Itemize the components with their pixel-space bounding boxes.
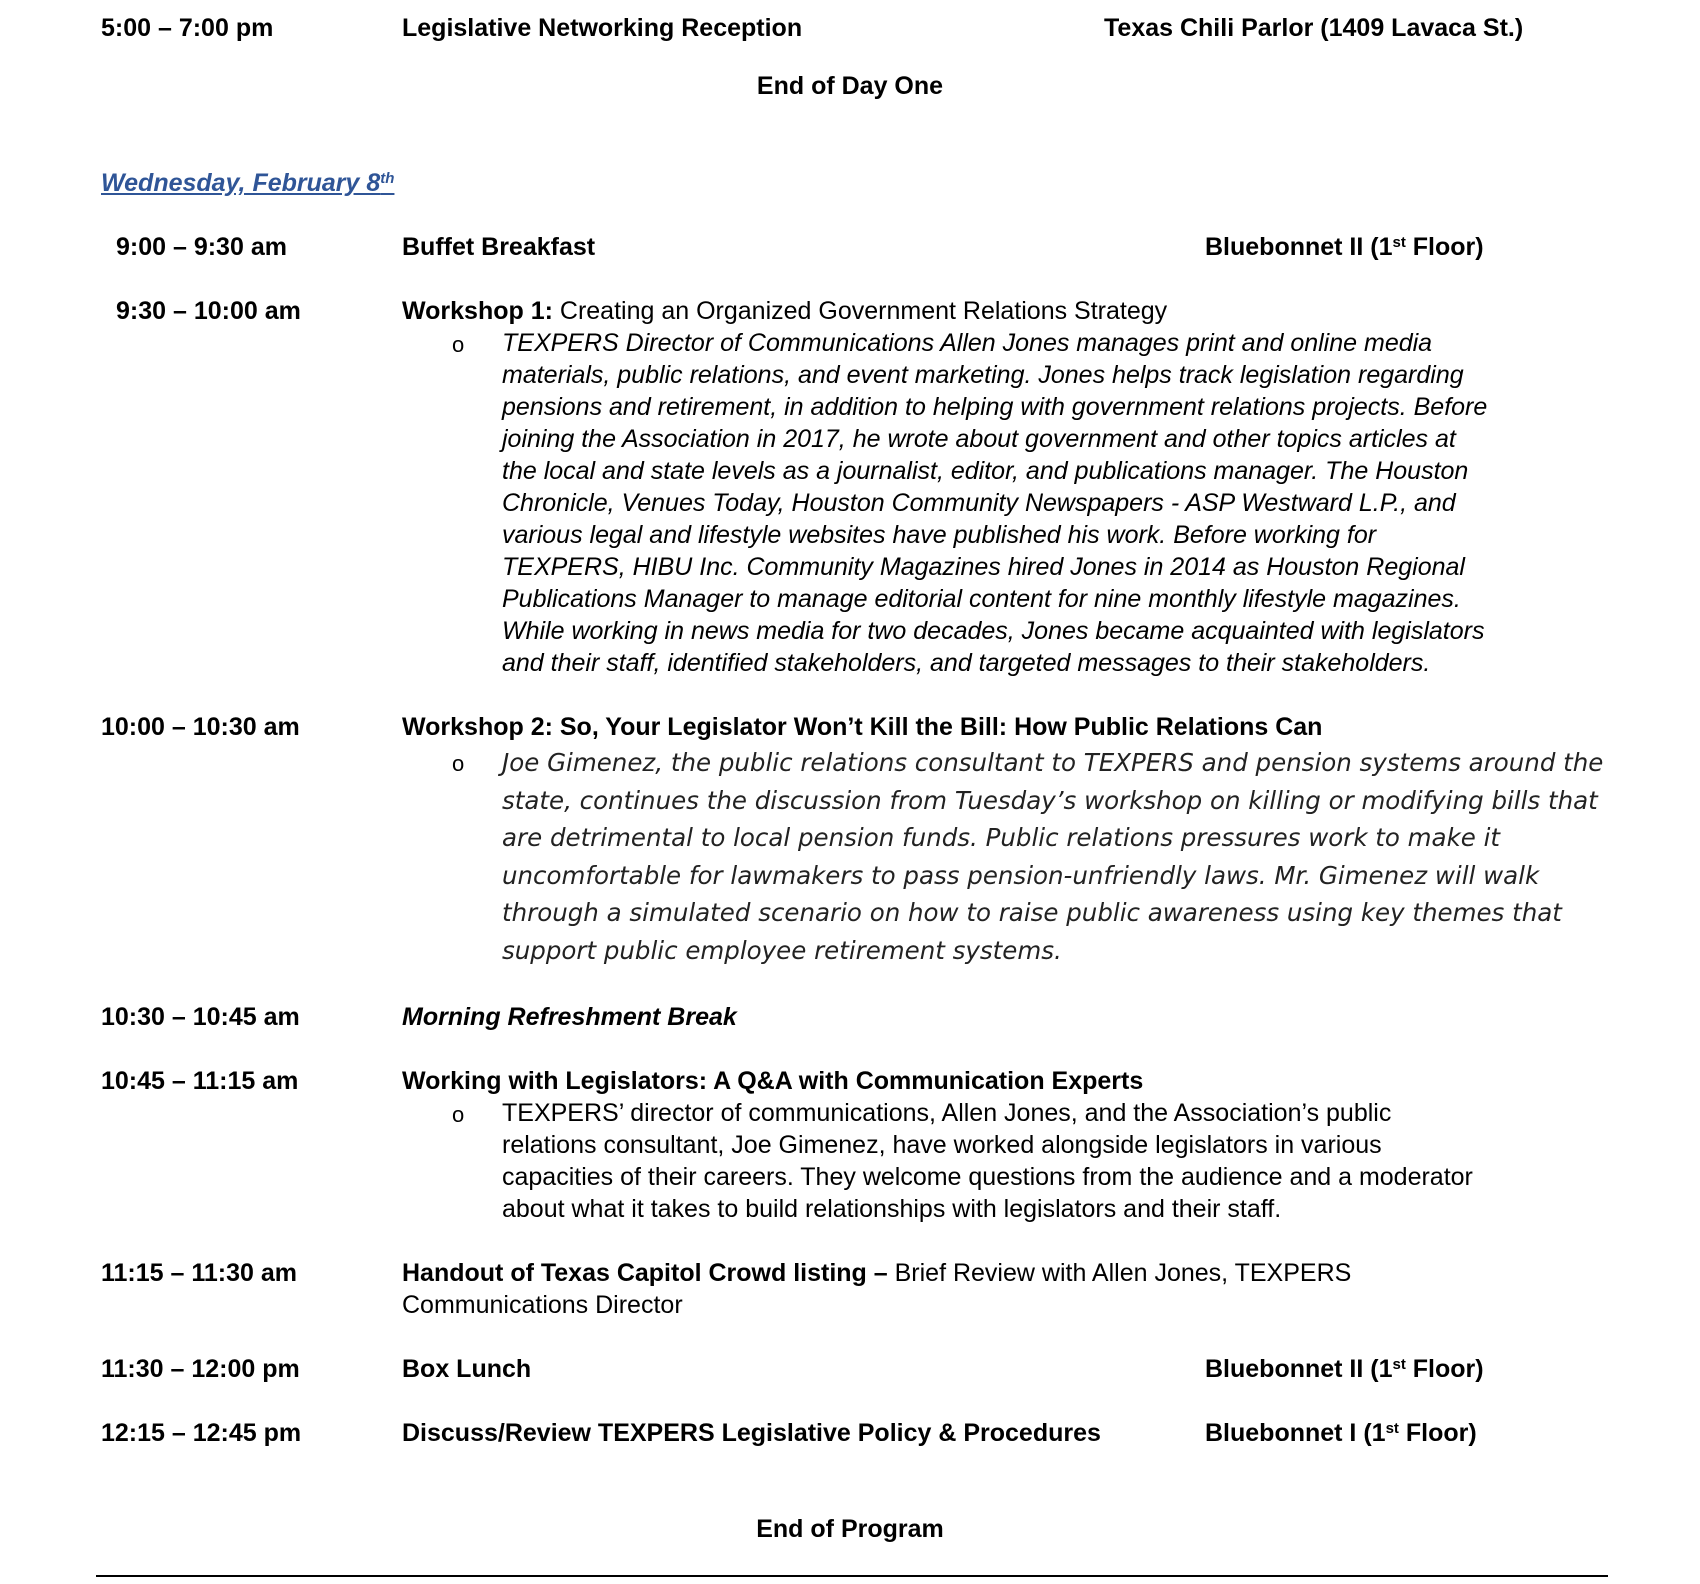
session-time: 10:30 – 10:45 am <box>101 1003 300 1031</box>
location-end: Floor) <box>1405 1355 1484 1383</box>
end-of-day-one: End of Day One <box>756 72 944 100</box>
desc-line: TEXPERS’ director of communications, Allen Jones, and the Association’s public <box>502 1099 1392 1127</box>
desc-line: support public employee retirement systems. <box>502 935 1062 965</box>
session-title: Buffet Breakfast <box>402 233 596 261</box>
desc-line: uncomfortable for lawmakers to pass pension-unfriendly laws. Mr. Gimenez will walk <box>502 860 1540 890</box>
session-time: 10:45 – 11:15 am <box>101 1067 299 1095</box>
location-end: Floor) <box>1405 233 1484 261</box>
session-time: 10:00 – 10:30 am <box>101 713 300 741</box>
desc-line: joining the Association in 2017, he wrote about government and other topics articles at <box>502 425 1456 453</box>
session-time: 9:00 – 9:30 am <box>116 233 287 261</box>
desc-line: capacities of their careers. They welcome questions from the audience and a moderator <box>502 1163 1473 1191</box>
location-sup: st <box>1392 1356 1406 1373</box>
desc-line: are detrimental to local pension funds. Public relations pressures work to make it <box>502 823 1501 852</box>
desc-line: relations consultant, Joe Gimenez, have worked alongside legislators in various <box>502 1131 1382 1159</box>
location-text: Bluebonnet I (1 <box>1205 1419 1386 1447</box>
desc-line: state, continues the discussion from Tuesday’s workshop on killing or modifying bills that <box>502 785 1598 815</box>
desc-line: the local and state levels as a journalist, editor, and publications manager. The Houston <box>502 457 1469 485</box>
session-location <box>1205 1417 1477 1449</box>
day-two-heading-sup: th <box>380 170 395 187</box>
handout-label: Handout of Texas Capitol Crowd listing – <box>402 1259 888 1287</box>
workshop-1-label: Workshop 1: <box>402 297 553 325</box>
session-time: 11:15 – 11:30 am <box>101 1259 297 1287</box>
session-time: 9:30 – 10:00 am <box>116 297 301 325</box>
workshop-2-description <box>502 744 1632 969</box>
desc-line: Publications Manager to manage editorial content for nine monthly lifestyle magazines. <box>502 585 1461 613</box>
bullet-icon: o <box>452 1102 465 1127</box>
location-text: Bluebonnet II (1 <box>1205 233 1393 261</box>
reception-time: 5:00 – 7:00 pm <box>101 14 274 42</box>
day-two-heading <box>101 167 394 199</box>
desc-line: While working in news media for two decades, Jones became acquainted with legislators <box>502 617 1485 645</box>
desc-line: Joe Gimenez, the public relations consultant to TEXPERS and pension systems around the <box>502 748 1604 777</box>
session-title: Workshop 2: So, Your Legislator Won’t Kill the Bill: How Public Relations Can <box>402 713 1323 741</box>
workshop-1-title: Creating an Organized Government Relations Strategy <box>552 297 1168 325</box>
session-title: Working with Legislators: A Q&A with Communication Experts <box>402 1067 1144 1095</box>
desc-line: TEXPERS, HIBU Inc. Community Magazines hired Jones in 2014 as Houston Regional <box>502 553 1465 581</box>
bullet-icon: o <box>452 751 465 776</box>
desc-line: TEXPERS Director of Communications Allen Jones manages print and online media <box>502 329 1433 357</box>
location-text: Bluebonnet II (1 <box>1205 1355 1393 1383</box>
end-of-program: End of Program <box>756 1515 944 1543</box>
handout-rest: Brief Review with Allen Jones, TEXPERS <box>887 1259 1352 1287</box>
desc-line: various legal and lifestyle websites have published his work. Before working for <box>502 521 1377 549</box>
session-time: 12:15 – 12:45 pm <box>101 1419 302 1447</box>
bottom-divider <box>96 1575 1608 1577</box>
session-location <box>1205 231 1484 263</box>
location-sup: st <box>1385 1420 1399 1437</box>
location-sup: st <box>1392 234 1406 251</box>
desc-line: pensions and retirement, in addition to helping with government relations projects. Before <box>502 393 1488 421</box>
session-title: Box Lunch <box>402 1355 532 1383</box>
desc-line: through a simulated scenario on how to raise public awareness using key themes that <box>502 898 1562 927</box>
bullet-icon: o <box>452 332 465 357</box>
session-location <box>1205 1353 1484 1385</box>
session-title <box>402 295 1167 327</box>
location-end: Floor) <box>1398 1419 1477 1447</box>
workshop-1-description <box>502 327 1622 679</box>
desc-line: materials, public relations, and event marketing. Jones helps track legislation regarding <box>502 361 1464 389</box>
session-title: Discuss/Review TEXPERS Legislative Policy & Procedures <box>402 1419 1101 1447</box>
desc-line: and their staff, identified stakeholders, and targeted messages to their stakeholders. <box>502 649 1431 677</box>
session-title <box>402 1257 1351 1289</box>
day-two-heading-text: Wednesday, February 8 <box>101 169 381 197</box>
session-title: Morning Refreshment Break <box>402 1003 737 1031</box>
desc-line: about what it takes to build relationships with legislators and their staff. <box>502 1195 1282 1223</box>
reception-title: Legislative Networking Reception <box>402 14 803 42</box>
reception-location: Texas Chili Parlor (1409 Lavaca St.) <box>1104 14 1524 42</box>
session-time: 11:30 – 12:00 pm <box>101 1355 300 1383</box>
desc-line: Chronicle, Venues Today, Houston Community Newspapers - ASP Westward L.P., and <box>502 489 1456 517</box>
qa-description <box>502 1097 1622 1225</box>
handout-title-line2: Communications Director <box>402 1291 683 1319</box>
